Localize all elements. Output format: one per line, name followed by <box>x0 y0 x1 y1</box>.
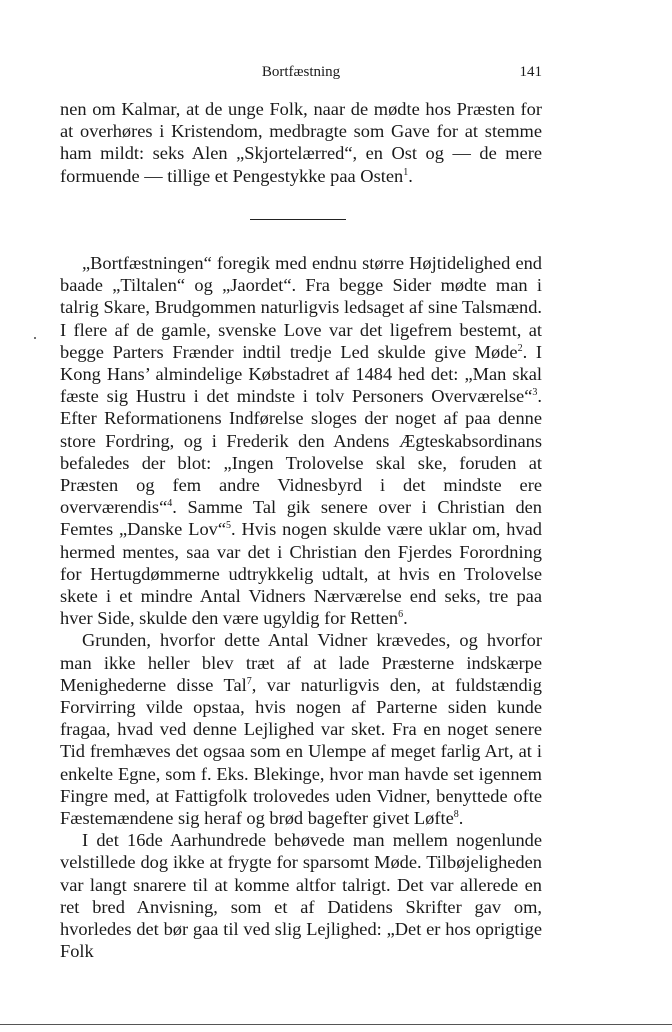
text-run: . <box>458 808 464 829</box>
paragraph-bortfaestningen <box>60 252 542 629</box>
footnote-marker: 7 <box>246 675 252 687</box>
paragraph-16de-aarhundrede: I det 16de Aarhundrede behøvede man mellem nogenlunde velstillede dog ikke at frygte for sparsomt Møde. Tilbøjeligheden var langt snarere til at komme altfor talrigt. Det var allerede en ret bred Anvisning, som et af Datidens Skrifter gav om, hvorledes det bør gaa til ved slig Lejlighed: „Det er hos oprigtige Folk <box>60 830 542 962</box>
footnote-marker: 2 <box>517 342 523 354</box>
text-block-top <box>60 98 542 187</box>
paragraph-tail: . <box>408 165 413 186</box>
text-run: . I Kong Hans’ almindelige Købstadret af 1484 hed det: „Man skal fæste sig Hustru i det mindste i tolv Personers Overværelse“ <box>60 341 542 407</box>
footnote-marker: 5 <box>226 520 232 532</box>
footnote-marker: 6 <box>398 609 404 621</box>
paragraph-grunden <box>60 629 542 829</box>
footnote-marker: 4 <box>167 498 173 510</box>
text-run: . Efter Reformationens Indførelse sloges der noget af paa denne store Fordring, og i Frederik den Andens Ægteskabsordinans befaledes der blot: „Ingen Trolovelse skal ske, foruden at Præsten og fem andre Vidnesbyrd i det mindste ere overværendis“ <box>60 386 542 518</box>
text-run: . Hvis nogen skulde være uklar om, hvad hermed mentes, saa var det i Christian den Fjerdes Forordning for Hertugdømmerne udtrykkelig udtalt, at hvis en Trolovelse skete i et mindre Antal Vidners Nærværelse end seks, tre paa hver Side, skulde den være ugyldig for Retten <box>60 519 542 629</box>
paragraph-text: nen om Kalmar, at de unge Folk, naar de mødte hos Præsten for at overhøres i Kristendom, medbragte som Gave for at stemme ham mildt: seks Alen „Skjortelærred“, en Ost og — de mere formuende — tillige et Pengestykke paa Osten <box>60 99 542 186</box>
footnote-marker: 8 <box>453 809 459 821</box>
page-header <box>60 64 542 84</box>
footnote-marker: 1 <box>403 166 409 178</box>
text-run: . Samme Tal gik senere over i Christian den Femtes „Danske Lov“ <box>60 497 542 540</box>
scan-edge-line <box>0 1024 672 1025</box>
text-run: „Bortfæstningen“ foregik med endnu større Højtidelighed end baade „Tiltalen“ og „Jaordet“. Fra begge Sider mødte man i talrig Skare, Brudgommen naturligvis ledsaget af sine Talsmænd. I flere af de gamle, svenske Love var det ligefrem bestemt, at begge Parters Frænder indtil tredje Led skulde give Møde <box>60 253 542 362</box>
running-title: Bortfæstning <box>261 64 341 80</box>
text-block-main <box>60 252 542 963</box>
text-run: . <box>403 608 408 629</box>
text-run: , var naturligvis den, at fuldstændig Forvirring vilde opstaa, hvis nogen af Parterne siden kunde fragaa, hvad ved denne Lejlighed var sket. Fra en noget senere Tid fremhæves det ogsaa som en Ulempe af meget farlig Art, at i enkelte Egne, som f. Eks. Blekinge, hvor man havde set igennem Fingre med, at Fattigfolk trolovedes uden Vidner, benyttede ofte Fæstemændene sig heraf og brød bagefter givet Løfte <box>60 674 542 829</box>
paragraph-continuation <box>60 98 542 187</box>
page-number: 141 <box>519 64 542 80</box>
section-divider <box>250 219 346 220</box>
footnote-marker: 3 <box>532 387 538 399</box>
print-speck <box>34 337 36 339</box>
text-run: Grunden, hvorfor dette Antal Vidner krævedes, og hvorfor man ikke heller blev træt af at lade Præsterne indskærpe Menighederne disse Tal <box>60 630 542 695</box>
